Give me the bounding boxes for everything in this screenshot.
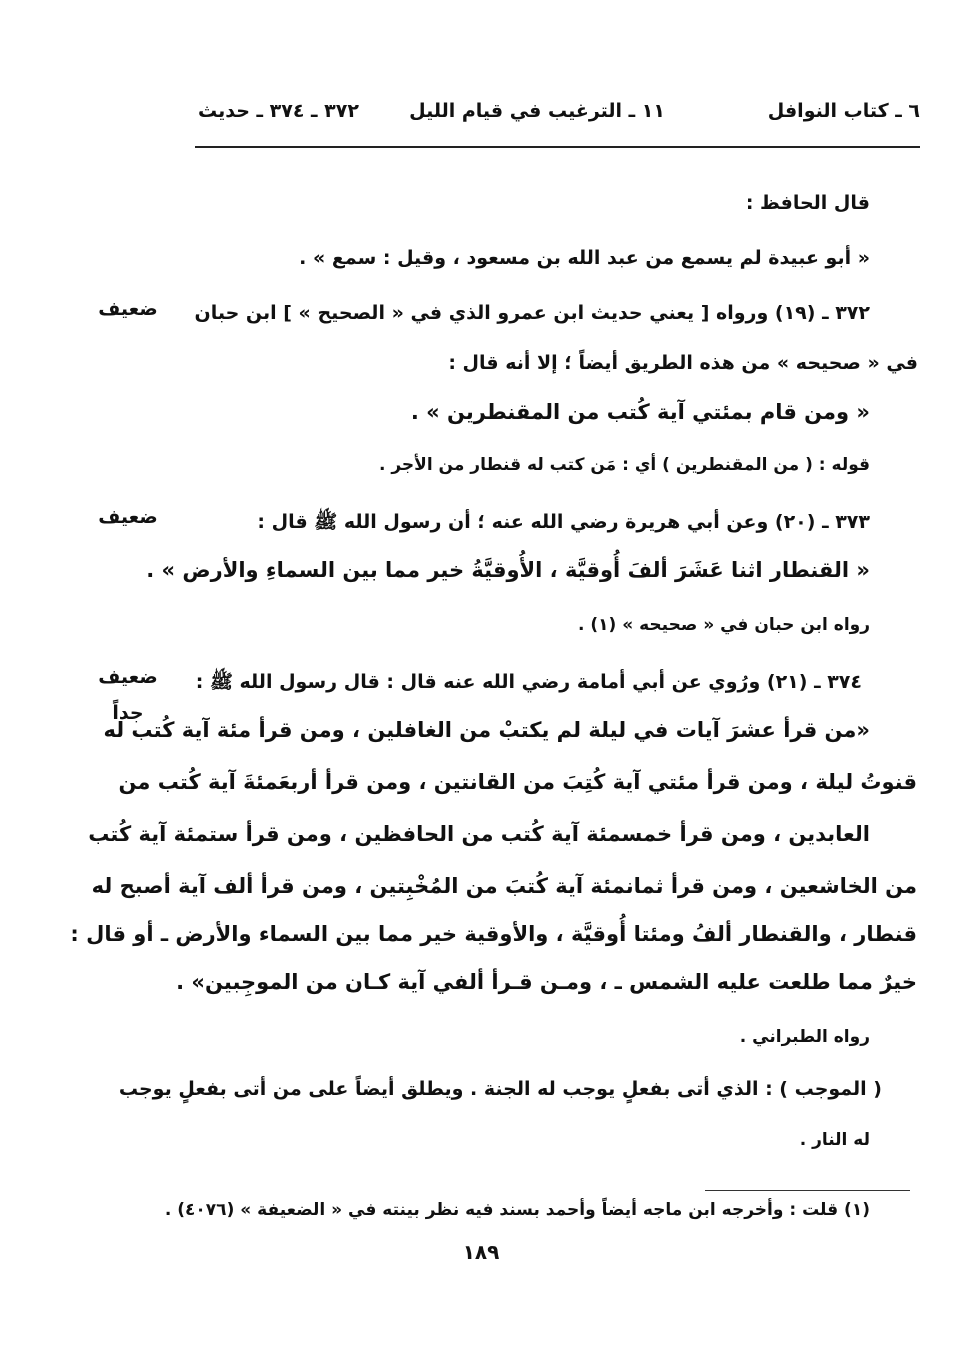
text-line: « أبو عبيدة لم يسمع من عبد الله بن مسعود ، وقيل : سمع » .	[299, 247, 870, 269]
header-divider	[195, 146, 920, 148]
hadith-373-intro: ٣٧٣ ـ (٢٠) وعن أبي هريرة رضي الله عنه ؛ أن رسول الله ﷺ قال :	[257, 511, 870, 533]
text-line: له النار .	[799, 1130, 870, 1150]
footnote-divider	[705, 1190, 910, 1191]
hadith-374-text-line: قنوتُ ليلة ، ومن قرأ مئتي آية كُتِبَ من القانتين ، ومن قرأ أربعَمئةَ آية كُتب من	[118, 770, 917, 794]
text-line: قال الحافظ :	[745, 192, 870, 214]
grade-label-372: ضعيف	[98, 298, 158, 320]
hadith-374-text-line: من الخاشعين ، ومن قرأ ثمانمئة آية كُتبَ من المُخْبِتين ، ومن قرأ ألف آية أصبح له	[91, 874, 917, 898]
grade-label-374: ضعيف	[98, 666, 158, 688]
text-line: في « صحيحه » من هذه الطريق أيضاً ؛ إلا أنه قال :	[448, 352, 918, 374]
hadith-374-text-line: قنطار ، والقنطار ألفُ ومئتا أُوقيَّة ، والأوقية خير مما بين السماء والأرض ـ أو قال :	[70, 922, 917, 946]
hadith-374-intro: ٣٧٤ ـ (٢١) ورُوي عن أبي أمامة رضي الله عنه قال : قال رسول الله ﷺ :	[195, 671, 862, 693]
footnote: (١) قلت : وأخرجه ابن ماجه أيضاً وأحمد بسند فيه نظر بينته في « الضعيفة » (٤٠٧٦) .	[164, 1200, 870, 1220]
text-line: ( الموجب ) : الذي أتى بفعلٍ يوجب له الجنة . ويطلق أيضاً على من أتى بفعلٍ يوجب	[118, 1078, 882, 1100]
hadith-374-text-line: «من قرأ عشرَ آيات في ليلة لم يكتبْ من الغافلين ، ومن قرأ مئة آية كُتب له	[103, 718, 870, 742]
hadith-374-text-line: خيرٌ مما طلعت عليه الشمس ـ ، ومـن قـرأ ألفي آية كـان من الموجِبين» .	[176, 970, 917, 994]
page-number: ١٨٩	[462, 1240, 500, 1264]
hadith-372-text: « ومن قام بمئتي آية كُتب من المقنطرين » .	[410, 400, 870, 424]
text-line: قوله : ( من المقنطرين ) أي : مَن كتب له قنطار من الأجر .	[378, 455, 870, 475]
header-hadith-range: ٣٧٢ ـ ٣٧٤ ـ حديث	[198, 100, 359, 122]
grade-label-374-qualifier: جداً	[112, 702, 144, 724]
grade-label-373: ضعيف	[98, 506, 158, 528]
header-chapter-title: ١١ ـ الترغيب في قيام الليل	[409, 100, 665, 122]
hadith-372-intro: ٣٧٢ ـ (١٩) ورواه [ يعني حديث ابن عمرو الذي في « الصحيح » ] ابن حبان	[194, 302, 870, 324]
text-line: رواه الطبراني .	[739, 1027, 870, 1047]
text-line: رواه ابن حبان في « صحيحه » (١) .	[577, 615, 870, 635]
hadith-374-text-line: العابدين ، ومن قرأ خمسمئة آية كُتب من الحافظين ، ومن قرأ ستمئة آية كُتب	[88, 822, 870, 846]
hadith-373-text: « القنطار اثنا عَشَرَ ألفَ أُوقيَّة ، الأُوقيَّةُ خير مما بين السماءِ والأرض » .	[146, 558, 870, 582]
header-book-title: ٦ ـ كتاب النوافل	[767, 100, 920, 122]
running-header	[190, 96, 920, 132]
